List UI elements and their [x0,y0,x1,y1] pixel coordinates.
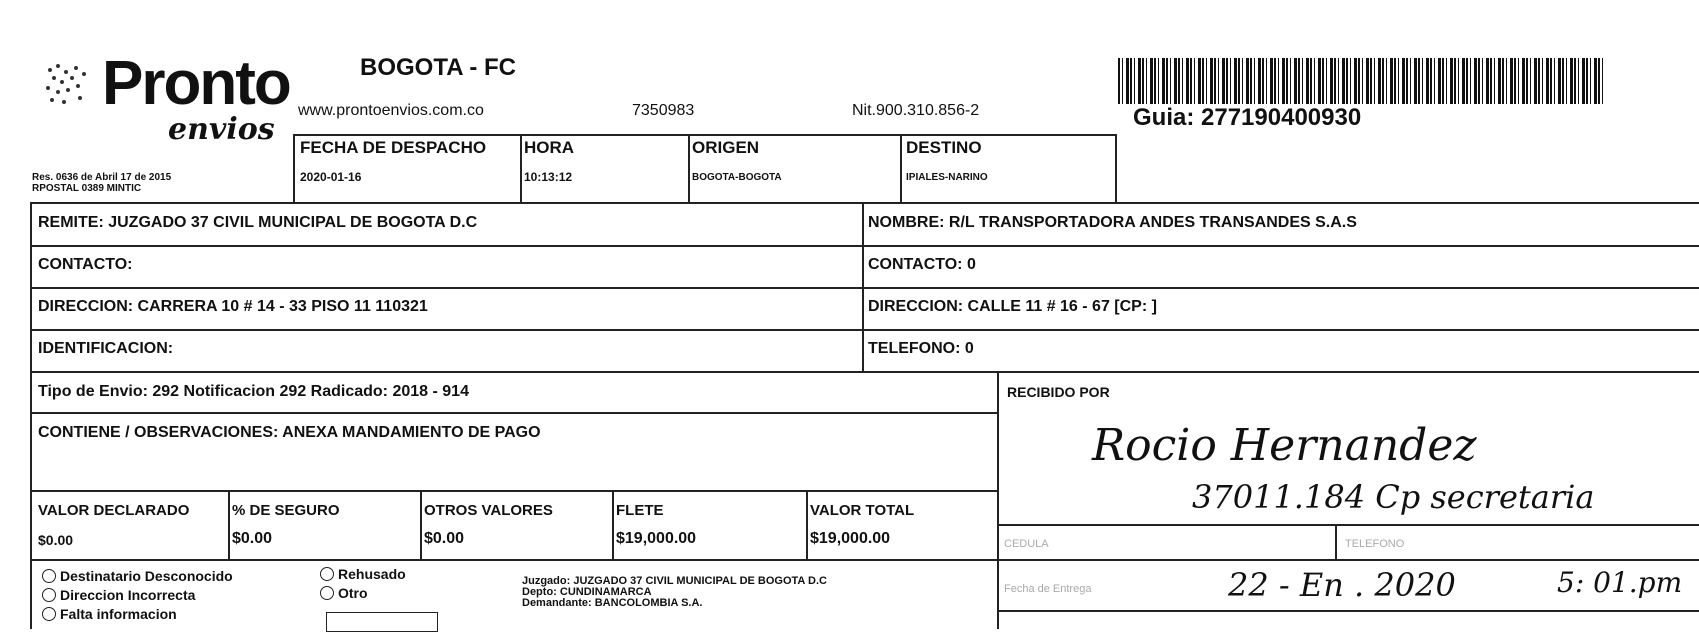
grid-line [30,371,1699,373]
barcode [1118,58,1606,104]
contiene-observaciones: CONTIENE / OBSERVACIONES: ANEXA MANDAMIENTO DE PAGO [38,424,541,441]
grid-line [30,329,1699,331]
reason-label: Rehusado [338,566,406,582]
reason-label: Direccion Incorrecta [60,587,196,603]
nit: Nit.900.310.856-2 [852,102,980,119]
shipment-divider [1115,134,1117,202]
reason-direccion-incorrecta[interactable] [42,587,195,603]
grid-line [997,559,1699,561]
grid-line [30,412,997,414]
value-0: $0.00 [38,532,74,548]
remite: REMITE: JUZGADO 37 CIVIL MUNICIPAL DE BOGOTA D.C [38,214,478,231]
radio-circle-icon [320,586,334,600]
recibido-label: RECIBIDO POR [1007,384,1110,400]
value-1: $0.00 [232,530,273,547]
recipient-nombre: NOMBRE: R/L TRANSPORTADORA ANDES TRANSANDES S.A.S [868,214,1357,231]
tipo-envio: Tipo de Envio: 292 Notificacion 292 Radicado: 2018 - 914 [38,383,469,400]
value-2: $0.00 [424,530,465,547]
reason-label: Otro [338,585,368,601]
grid-line [30,490,997,492]
hora-label: HORA [524,138,575,157]
hora-value: 10:13:12 [524,170,573,184]
recipient-direccion: DIRECCION: CALLE 11 # 16 - 67 [CP: ] [868,298,1157,315]
grid-vline [30,202,32,629]
destino-label: DESTINO [906,138,982,157]
juzgado-line3: Demandante: BANCOLOMBIA S.A. [522,597,703,609]
grid-vline [228,490,230,559]
reason-destinatario-desconocido[interactable] [42,568,233,584]
recibido-signature-name: Rocio Hernandez [1092,420,1477,471]
radio-circle-icon [42,607,56,621]
value-header-2: OTROS VALORES [424,502,553,519]
shipment-divider [520,134,522,202]
radio-circle-icon [42,569,56,583]
sender-direccion: DIRECCION: CARRERA 10 # 14 - 33 PISO 11 110321 [38,298,428,315]
grid-vline [997,371,999,629]
grid-line [30,287,1699,289]
grid-line [997,524,1699,526]
value-4: $19,000.00 [810,530,891,547]
grid-line [30,245,1699,247]
grid-line [997,610,1699,612]
shipment-divider [293,134,295,202]
otro-text-box[interactable] [326,612,438,632]
reason-falta-informacion[interactable] [42,606,177,622]
telefono-label: TELEFONO [1345,538,1405,550]
grid-vline [862,202,864,371]
juzgado-line1: Juzgado: JUZGADO 37 CIVIL MUNICIPAL DE BOGOTA D.C [522,575,827,587]
sender-contacto: CONTACTO: [38,256,133,273]
value-header-1: % DE SEGURO [232,502,340,519]
phone: 7350983 [632,102,695,119]
fecha-label: FECHA DE DESPACHO [300,138,487,157]
res-line2: RPOSTAL 0389 MINTIC [32,183,142,194]
hora-entrega-value: 5: 01.pm [1557,566,1683,599]
logo-main-text: Pronto [102,49,290,118]
grid-vline [806,490,808,559]
grid-vline [420,490,422,559]
fecha-entrega-value: 22 - En . 2020 [1228,566,1456,604]
destino-value: IPIALES-NARINO [906,172,988,183]
value-header-3: FLETE [616,502,664,519]
juzgado-line2: Depto: CUNDINAMARCA [522,586,652,598]
grid-vline [612,490,614,559]
res-line1: Res. 0636 de Abril 17 de 2015 [32,172,172,183]
recibido-signature-note: 37011.184 Cp secretaria [1192,478,1595,516]
sender-identificacion: IDENTIFICACION: [38,340,174,357]
value-header-4: VALOR TOTAL [810,502,915,519]
fecha-value: 2020-01-16 [300,170,362,184]
shipment-divider [900,134,902,202]
grid-vline [1335,524,1337,559]
grid-line [30,559,997,561]
pronto-logo [40,49,290,147]
shipment-top-border [293,134,1115,136]
website: www.prontoenvios.com.co [298,102,484,119]
origen-label: ORIGEN [692,138,760,157]
reason-rehusado[interactable] [320,566,406,582]
reason-otro[interactable] [320,585,368,601]
reason-label: Falta informacion [60,606,177,622]
recipient-telefono: TELEFONO: 0 [868,340,974,357]
reason-label: Destinatario Desconocido [60,568,233,584]
radio-circle-icon [320,567,334,581]
logo-sub-text: envios [168,112,275,147]
city-title: BOGOTA - FC [360,54,516,81]
guia-number: Guia: 277190400930 [1133,104,1362,131]
value-3: $19,000.00 [616,530,697,547]
fecha-entrega-label: Fecha de Entrega [1004,583,1092,595]
radio-circle-icon [42,588,56,602]
recipient-contacto: CONTACTO: 0 [868,256,976,273]
shipment-divider [688,134,690,202]
value-header-0: VALOR DECLARADO [38,502,190,519]
origen-value: BOGOTA-BOGOTA [692,172,782,183]
cedula-label: CEDULA [1004,538,1049,550]
grid-line [30,202,1699,204]
